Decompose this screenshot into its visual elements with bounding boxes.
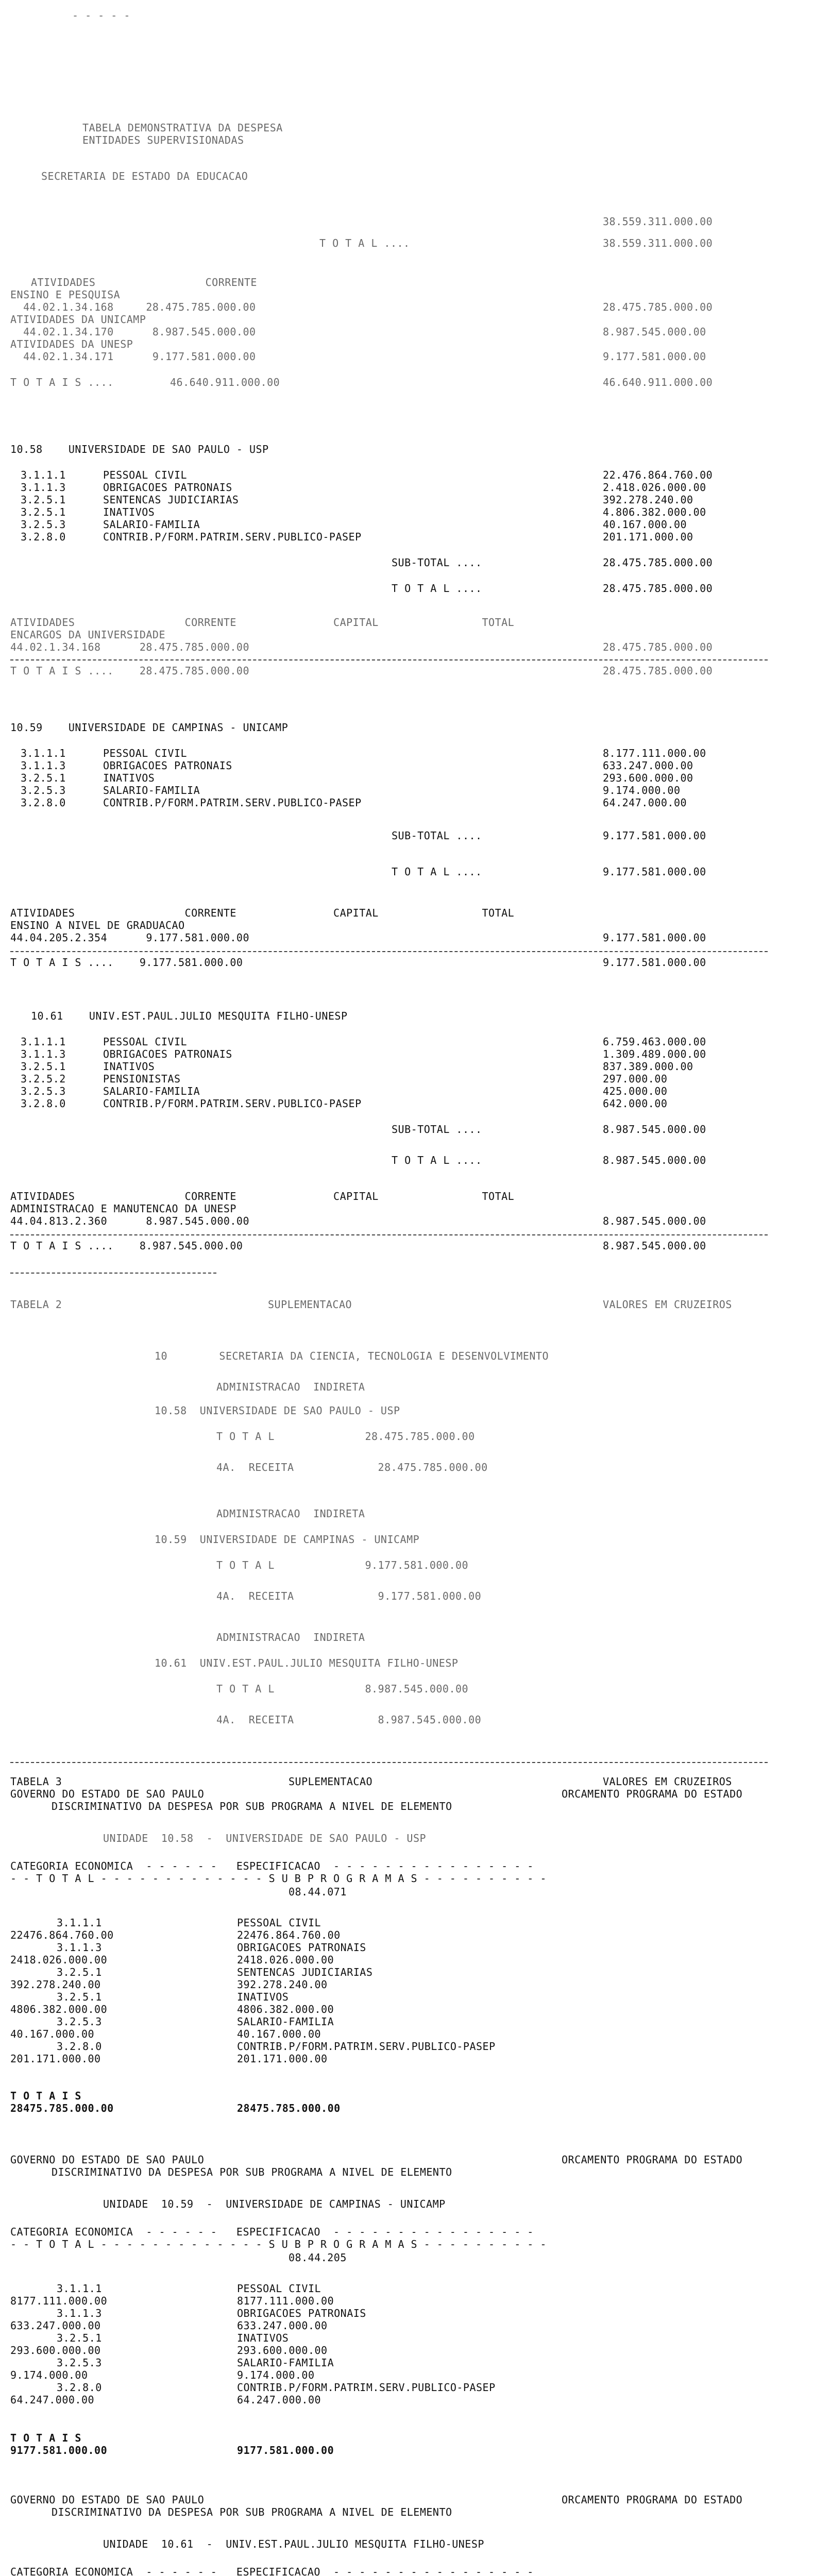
unesp-total-label: T O T A L .... <box>392 1154 482 1166</box>
usp-row-value: 2.418.026.000.00 <box>603 481 706 494</box>
divider <box>10 1762 768 1763</box>
usp-row-value: 40.167.000.00 <box>603 518 687 531</box>
unicamp-row-code: 3.2.8.0 <box>21 796 66 809</box>
tabela2-unicamp-line: 10.59 UNIVERSIDADE DE CAMPINAS - UNICAMP <box>155 1533 420 1546</box>
unicamp-row-value: 8.177.111.000.00 <box>603 747 706 759</box>
summary-totals-value: 46.640.911.000.00 <box>170 376 280 388</box>
tabela3-title-right: VALORES EM CRUZEIROS <box>603 1775 732 1788</box>
header-dashes: - - - - - <box>72 9 130 22</box>
tabela3-unicamp-code: 3.1.1.3 <box>57 2307 102 2319</box>
header-line-1: TABELA DEMONSTRATIVA DA DESPESA <box>82 122 283 134</box>
tabela3-usp-code: 3.2.5.1 <box>57 1991 102 2003</box>
tabela3-unicamp-total-header: - - T O T A L - - - - - - - - - - - - - S U B P R O G R A M A S - - - - - - - - - - <box>10 2238 547 2250</box>
summary-value: 9.177.581.000.00 <box>603 350 706 363</box>
unicamp-row-code: 3.2.5.1 <box>21 772 66 784</box>
tabela2-unesp-receita: 4A. RECEITA 8.987.545.000.00 <box>216 1714 482 1726</box>
unicamp-totals-line: T O T A I S .... 9.177.581.000.00 <box>10 956 243 969</box>
unicamp-row-value: 9.174.000.00 <box>603 784 681 796</box>
unesp-row-value: 642.000.00 <box>603 1097 668 1110</box>
tabela3-unicamp-value: 633.247.000.00 <box>237 2319 328 2332</box>
header-line-2: ENTIDADES SUPERVISIONADAS <box>82 134 244 146</box>
tabela3-unicamp-value: 293.600.000.00 <box>237 2344 328 2357</box>
tabela3-usp-value: 40.167.000.00 <box>237 2028 321 2040</box>
header-total-right: 38.559.311.000.00 <box>603 215 713 228</box>
unicamp-row-desc: OBRIGACOES PATRONAIS <box>103 759 232 772</box>
unicamp-title: 10.59 UNIVERSIDADE DE CAMPINAS - UNICAMP <box>10 721 289 734</box>
divider <box>10 1273 216 1274</box>
unesp-total-value: 8.987.545.000.00 <box>603 1154 706 1166</box>
tabela2-usp-line: 10.58 UNIVERSIDADE DE SAO PAULO - USP <box>155 1404 400 1417</box>
tabela3-usp-amount: 201.171.000.00 <box>10 2053 101 2065</box>
unicamp-row-desc: CONTRIB.P/FORM.PATRIM.SERV.PUBLICO-PASEP <box>103 796 362 809</box>
unesp-row-code: 3.2.5.3 <box>21 1085 66 1097</box>
tabela3-usp-code: 3.1.1.3 <box>57 1941 102 1954</box>
unesp-row-code: 3.2.5.1 <box>21 1060 66 1073</box>
tabela3-usp-value: 4806.382.000.00 <box>237 2003 334 2015</box>
summary-line: 44.02.1.34.170 8.987.545.000.00 <box>10 326 256 338</box>
unicamp-total-label: T O T A L .... <box>392 866 482 878</box>
usp-row-desc: SALARIO-FAMILIA <box>103 518 200 531</box>
unesp-row-code: 3.1.1.1 <box>21 1036 66 1048</box>
unesp-row-code: 3.2.8.0 <box>21 1097 66 1110</box>
tabela3-usp-cat-header: CATEGORIA ECONOMICA - - - - - - ESPECIFICACAO - - - - - - - - - - - - - - - - <box>10 1860 534 1872</box>
tabela3-gov: GOVERNO DO ESTADO DE SAO PAULO <box>10 1788 205 1800</box>
tabela2-usp-receita: 4A. RECEITA 28.475.785.000.00 <box>216 1461 488 1473</box>
usp-total-value: 28.475.785.000.00 <box>603 582 713 595</box>
tabela3-unesp-unidade: UNIDADE 10.61 - UNIV.EST.PAUL.JULIO MESQUITA FILHO-UNESP <box>103 2538 484 2550</box>
tabela3-usp-totals-label: T O T A I S <box>10 2090 81 2102</box>
unicamp-activity-line: 44.04.205.2.354 9.177.581.000.00 <box>10 931 250 944</box>
tabela2-unesp-total: T O T A L 8.987.545.000.00 <box>216 1683 469 1695</box>
header-total-value: 38.559.311.000.00 <box>603 237 713 249</box>
tabela2-adm-3: ADMINISTRACAO INDIRETA <box>216 1631 365 1643</box>
tabela2-title-mid: SUPLEMENTACAO <box>268 1298 352 1311</box>
unesp-row-desc: OBRIGACOES PATRONAIS <box>103 1048 232 1060</box>
usp-row-desc: INATIVOS <box>103 506 155 518</box>
tabela3-usp-amount: 40.167.000.00 <box>10 2028 95 2040</box>
tabela3-unicamp-gov-right: ORCAMENTO PROGRAMA DO ESTADO <box>562 2154 743 2166</box>
tabela3-unicamp-amount: 9.174.000.00 <box>10 2369 88 2381</box>
tabela2-adm-2: ADMINISTRACAO INDIRETA <box>216 1507 365 1520</box>
tabela3-unesp-cat-header: CATEGORIA ECONOMICA - - - - - - ESPECIFICACAO - - - - - - - - - - - - - - - - <box>10 2566 534 2576</box>
tabela3-usp-total-header: - - T O T A L - - - - - - - - - - - - - S U B P R O G R A M A S - - - - - - - - - - <box>10 1872 547 1885</box>
unicamp-row-value: 293.600.000.00 <box>603 772 693 784</box>
tabela3-usp-desc: OBRIGACOES PATRONAIS <box>237 1941 366 1954</box>
tabela3-unicamp-code: 3.2.5.3 <box>57 2357 102 2369</box>
usp-totals-value: 28.475.785.000.00 <box>603 665 713 677</box>
tabela3-unicamp-gov: GOVERNO DO ESTADO DE SAO PAULO <box>10 2154 205 2166</box>
unicamp-row-value: 64.247.000.00 <box>603 796 687 809</box>
unesp-totals-line: T O T A I S .... 8.987.545.000.00 <box>10 1240 243 1252</box>
summary-totals-label: T O T A I S .... <box>10 376 114 388</box>
summary-value: 8.987.545.000.00 <box>603 326 706 338</box>
tabela3-unicamp-desc: PESSOAL CIVIL <box>237 2282 321 2295</box>
tabela3-unesp-gov-right: ORCAMENTO PROGRAMA DO ESTADO <box>562 2494 743 2506</box>
tabela3-unicamp-totals-label: T O T A I S <box>10 2432 81 2444</box>
tabela3-usp-desc: PESSOAL CIVIL <box>237 1917 321 1929</box>
tabela3-unesp-disc: DISCRIMINATIVO DA DESPESA POR SUB PROGRAMA A NIVEL DE ELEMENTO <box>52 2506 452 2518</box>
unesp-row-value: 1.309.489.000.00 <box>603 1048 706 1060</box>
unesp-row-desc: INATIVOS <box>103 1060 155 1073</box>
tabela3-unicamp-amount: 64.247.000.00 <box>10 2394 95 2406</box>
tabela2-title-right: VALORES EM CRUZEIROS <box>603 1298 732 1311</box>
usp-row-desc: SENTENCAS JUDICIARIAS <box>103 494 239 506</box>
usp-subtotal-label: SUB-TOTAL .... <box>392 556 482 569</box>
usp-row-code: 3.2.8.0 <box>21 531 66 543</box>
tabela3-unicamp-desc: CONTRIB.P/FORM.PATRIM.SERV.PUBLICO-PASEP <box>237 2381 496 2394</box>
usp-activity-value: 28.475.785.000.00 <box>603 641 713 653</box>
usp-row-code: 3.2.5.3 <box>21 518 66 531</box>
usp-row-value: 4.806.382.000.00 <box>603 506 706 518</box>
unicamp-row-code: 3.2.5.3 <box>21 784 66 796</box>
tabela3-unicamp-value: 9.174.000.00 <box>237 2369 315 2381</box>
unesp-totals-value: 8.987.545.000.00 <box>603 1240 706 1252</box>
unesp-title: 10.61 UNIV.EST.PAUL.JULIO MESQUITA FILHO-UNESP <box>31 1010 348 1022</box>
tabela3-unicamp-amount: 293.600.000.00 <box>10 2344 101 2357</box>
usp-activity-line: 44.02.1.34.168 28.475.785.000.00 <box>10 641 250 653</box>
summary-line: 44.02.1.34.171 9.177.581.000.00 <box>10 350 256 363</box>
unesp-row-desc: CONTRIB.P/FORM.PATRIM.SERV.PUBLICO-PASEP <box>103 1097 362 1110</box>
unesp-row-code: 3.1.1.3 <box>21 1048 66 1060</box>
unesp-activities-header: ATIVIDADES CORRENTE CAPITAL TOTAL <box>10 1190 515 1202</box>
tabela3-unicamp-desc: INATIVOS <box>237 2332 289 2344</box>
unicamp-subtotal-value: 9.177.581.000.00 <box>603 829 706 842</box>
tabela3-unicamp-totals-left: 9177.581.000.00 <box>10 2444 108 2456</box>
unesp-subtotal-value: 8.987.545.000.00 <box>603 1123 706 1136</box>
unesp-activity-name: ADMINISTRACAO E MANUTENCAO DA UNESP <box>10 1202 236 1215</box>
tabela3-unicamp-desc: SALARIO-FAMILIA <box>237 2357 334 2369</box>
tabela3-unesp-gov: GOVERNO DO ESTADO DE SAO PAULO <box>10 2494 205 2506</box>
tabela3-unicamp-totals-right: 9177.581.000.00 <box>237 2444 334 2456</box>
usp-row-desc: OBRIGACOES PATRONAIS <box>103 481 232 494</box>
tabela3-usp-code: 3.2.5.1 <box>57 1966 102 1978</box>
tabela3-gov-right: ORCAMENTO PROGRAMA DO ESTADO <box>562 1788 743 1800</box>
usp-row-code: 3.2.5.1 <box>21 506 66 518</box>
unicamp-row-desc: INATIVOS <box>103 772 155 784</box>
unesp-row-value: 837.389.000.00 <box>603 1060 693 1073</box>
tabela3-usp-code: 3.2.5.3 <box>57 2015 102 2028</box>
summary-line: ENSINO E PESQUISA <box>10 289 121 301</box>
usp-row-code: 3.2.5.1 <box>21 494 66 506</box>
tabela2-adm-1: ADMINISTRACAO INDIRETA <box>216 1381 365 1393</box>
unicamp-row-value: 633.247.000.00 <box>603 759 693 772</box>
summary-line: 44.02.1.34.168 28.475.785.000.00 <box>10 301 256 313</box>
unicamp-total-value: 9.177.581.000.00 <box>603 866 706 878</box>
tabela2-title-left: TABELA 2 <box>10 1298 62 1311</box>
tabela3-usp-amount: 4806.382.000.00 <box>10 2003 108 2015</box>
tabela3-usp-code: 3.2.8.0 <box>57 2040 102 2053</box>
divider <box>10 659 768 660</box>
header-total-label: T O T A L .... <box>319 237 410 249</box>
tabela3-unicamp-desc: OBRIGACOES PATRONAIS <box>237 2307 366 2319</box>
summary-value: 28.475.785.000.00 <box>603 301 713 313</box>
tabela3-usp-desc: CONTRIB.P/FORM.PATRIM.SERV.PUBLICO-PASEP <box>237 2040 496 2053</box>
tabela3-unicamp-disc: DISCRIMINATIVO DA DESPESA POR SUB PROGRAMA A NIVEL DE ELEMENTO <box>52 2166 452 2178</box>
unesp-row-desc: PESSOAL CIVIL <box>103 1036 188 1048</box>
summary-line: ATIVIDADES DA UNICAMP <box>10 313 146 326</box>
usp-row-value: 201.171.000.00 <box>603 531 693 543</box>
tabela3-usp-amount: 22476.864.760.00 <box>10 1929 114 1941</box>
tabela3-usp-value: 392.278.240.00 <box>237 1978 328 1991</box>
tabela3-usp-desc: INATIVOS <box>237 1991 289 2003</box>
unesp-row-value: 297.000.00 <box>603 1073 668 1085</box>
tabela3-usp-desc: SENTENCAS JUDICIARIAS <box>237 1966 373 1978</box>
usp-row-value: 22.476.864.760.00 <box>603 469 713 481</box>
tabela3-usp-prog: 08.44.071 <box>289 1886 347 1898</box>
usp-subtotal-value: 28.475.785.000.00 <box>603 556 713 569</box>
unicamp-row-code: 3.1.1.3 <box>21 759 66 772</box>
tabela2-unesp-line: 10.61 UNIV.EST.PAUL.JULIO MESQUITA FILHO-UNESP <box>155 1657 459 1669</box>
header-line-3: SECRETARIA DE ESTADO DA EDUCACAO <box>41 170 248 182</box>
tabela3-usp-code: 3.1.1.1 <box>57 1917 102 1929</box>
tabela3-unicamp-amount: 8177.111.000.00 <box>10 2295 108 2307</box>
tabela2-secretaria: 10 SECRETARIA DA CIENCIA, TECNOLOGIA E DESENVOLVIMENTO <box>155 1350 549 1362</box>
tabela3-unicamp-code: 3.1.1.1 <box>57 2282 102 2295</box>
summary-line: ATIVIDADES DA UNESP <box>10 338 133 350</box>
unicamp-row-desc: SALARIO-FAMILIA <box>103 784 200 796</box>
tabela3-unicamp-unidade: UNIDADE 10.59 - UNIVERSIDADE DE CAMPINAS - UNICAMP <box>103 2198 446 2210</box>
unesp-activity-value: 8.987.545.000.00 <box>603 1215 706 1227</box>
divider <box>10 1234 768 1235</box>
tabela2-usp-total: T O T A L 28.475.785.000.00 <box>216 1430 475 1443</box>
tabela3-title-left: TABELA 3 <box>10 1775 62 1788</box>
unesp-subtotal-label: SUB-TOTAL .... <box>392 1123 482 1136</box>
tabela3-usp-value: 2418.026.000.00 <box>237 1954 334 1966</box>
tabela2-unicamp-receita: 4A. RECEITA 9.177.581.000.00 <box>216 1590 482 1602</box>
usp-totals-line: T O T A I S .... 28.475.785.000.00 <box>10 665 250 677</box>
tabela3-unicamp-value: 64.247.000.00 <box>237 2394 321 2406</box>
divider <box>10 951 768 952</box>
tabela3-usp-amount: 392.278.240.00 <box>10 1978 101 1991</box>
unesp-activity-line: 44.04.813.2.360 8.987.545.000.00 <box>10 1215 250 1227</box>
tabela3-unicamp-prog: 08.44.205 <box>289 2251 347 2264</box>
unesp-row-value: 6.759.463.000.00 <box>603 1036 706 1048</box>
tabela3-title-mid: SUPLEMENTACAO <box>289 1775 373 1788</box>
tabela3-unicamp-amount: 633.247.000.00 <box>10 2319 101 2332</box>
unicamp-row-desc: PESSOAL CIVIL <box>103 747 188 759</box>
tabela3-usp-value: 201.171.000.00 <box>237 2053 328 2065</box>
unesp-row-value: 425.000.00 <box>603 1085 668 1097</box>
tabela3-usp-totals-left: 28475.785.000.00 <box>10 2102 114 2114</box>
usp-row-desc: CONTRIB.P/FORM.PATRIM.SERV.PUBLICO-PASEP <box>103 531 362 543</box>
summary-line: ATIVIDADES CORRENTE <box>31 276 257 289</box>
usp-activity-name: ENCARGOS DA UNIVERSIDADE <box>10 629 165 641</box>
usp-title: 10.58 UNIVERSIDADE DE SAO PAULO - USP <box>10 443 269 455</box>
tabela3-usp-unidade: UNIDADE 10.58 - UNIVERSIDADE DE SAO PAULO - USP <box>103 1832 427 1844</box>
usp-row-code: 3.1.1.1 <box>21 469 66 481</box>
tabela3-usp-totals-right: 28475.785.000.00 <box>237 2102 341 2114</box>
tabela3-usp-value: 22476.864.760.00 <box>237 1929 341 1941</box>
usp-activities-header: ATIVIDADES CORRENTE CAPITAL TOTAL <box>10 616 515 629</box>
summary-totals-right: 46.640.911.000.00 <box>603 376 713 388</box>
usp-total-label: T O T A L .... <box>392 582 482 595</box>
unesp-row-code: 3.2.5.2 <box>21 1073 66 1085</box>
usp-row-value: 392.278.240.00 <box>603 494 693 506</box>
unesp-row-desc: SALARIO-FAMILIA <box>103 1085 200 1097</box>
unicamp-totals-value: 9.177.581.000.00 <box>603 956 706 969</box>
unicamp-activity-name: ENSINO A NIVEL DE GRADUACAO <box>10 919 185 931</box>
unesp-row-desc: PENSIONISTAS <box>103 1073 181 1085</box>
tabela3-unicamp-value: 8177.111.000.00 <box>237 2295 334 2307</box>
tabela3-unicamp-code: 3.2.5.1 <box>57 2332 102 2344</box>
usp-row-desc: PESSOAL CIVIL <box>103 469 188 481</box>
unicamp-subtotal-label: SUB-TOTAL .... <box>392 829 482 842</box>
tabela2-unicamp-total: T O T A L 9.177.581.000.00 <box>216 1559 469 1571</box>
unicamp-row-code: 3.1.1.1 <box>21 747 66 759</box>
tabela3-unicamp-code: 3.2.8.0 <box>57 2381 102 2394</box>
unicamp-activity-value: 9.177.581.000.00 <box>603 931 706 944</box>
tabela3-usp-amount: 2418.026.000.00 <box>10 1954 108 1966</box>
tabela3-unicamp-cat-header: CATEGORIA ECONOMICA - - - - - - ESPECIFICACAO - - - - - - - - - - - - - - - - <box>10 2226 534 2238</box>
usp-row-code: 3.1.1.3 <box>21 481 66 494</box>
tabela3-usp-desc: SALARIO-FAMILIA <box>237 2015 334 2028</box>
tabela3-disc: DISCRIMINATIVO DA DESPESA POR SUB PROGRAMA A NIVEL DE ELEMENTO <box>52 1800 452 1812</box>
unicamp-activities-header: ATIVIDADES CORRENTE CAPITAL TOTAL <box>10 907 515 919</box>
